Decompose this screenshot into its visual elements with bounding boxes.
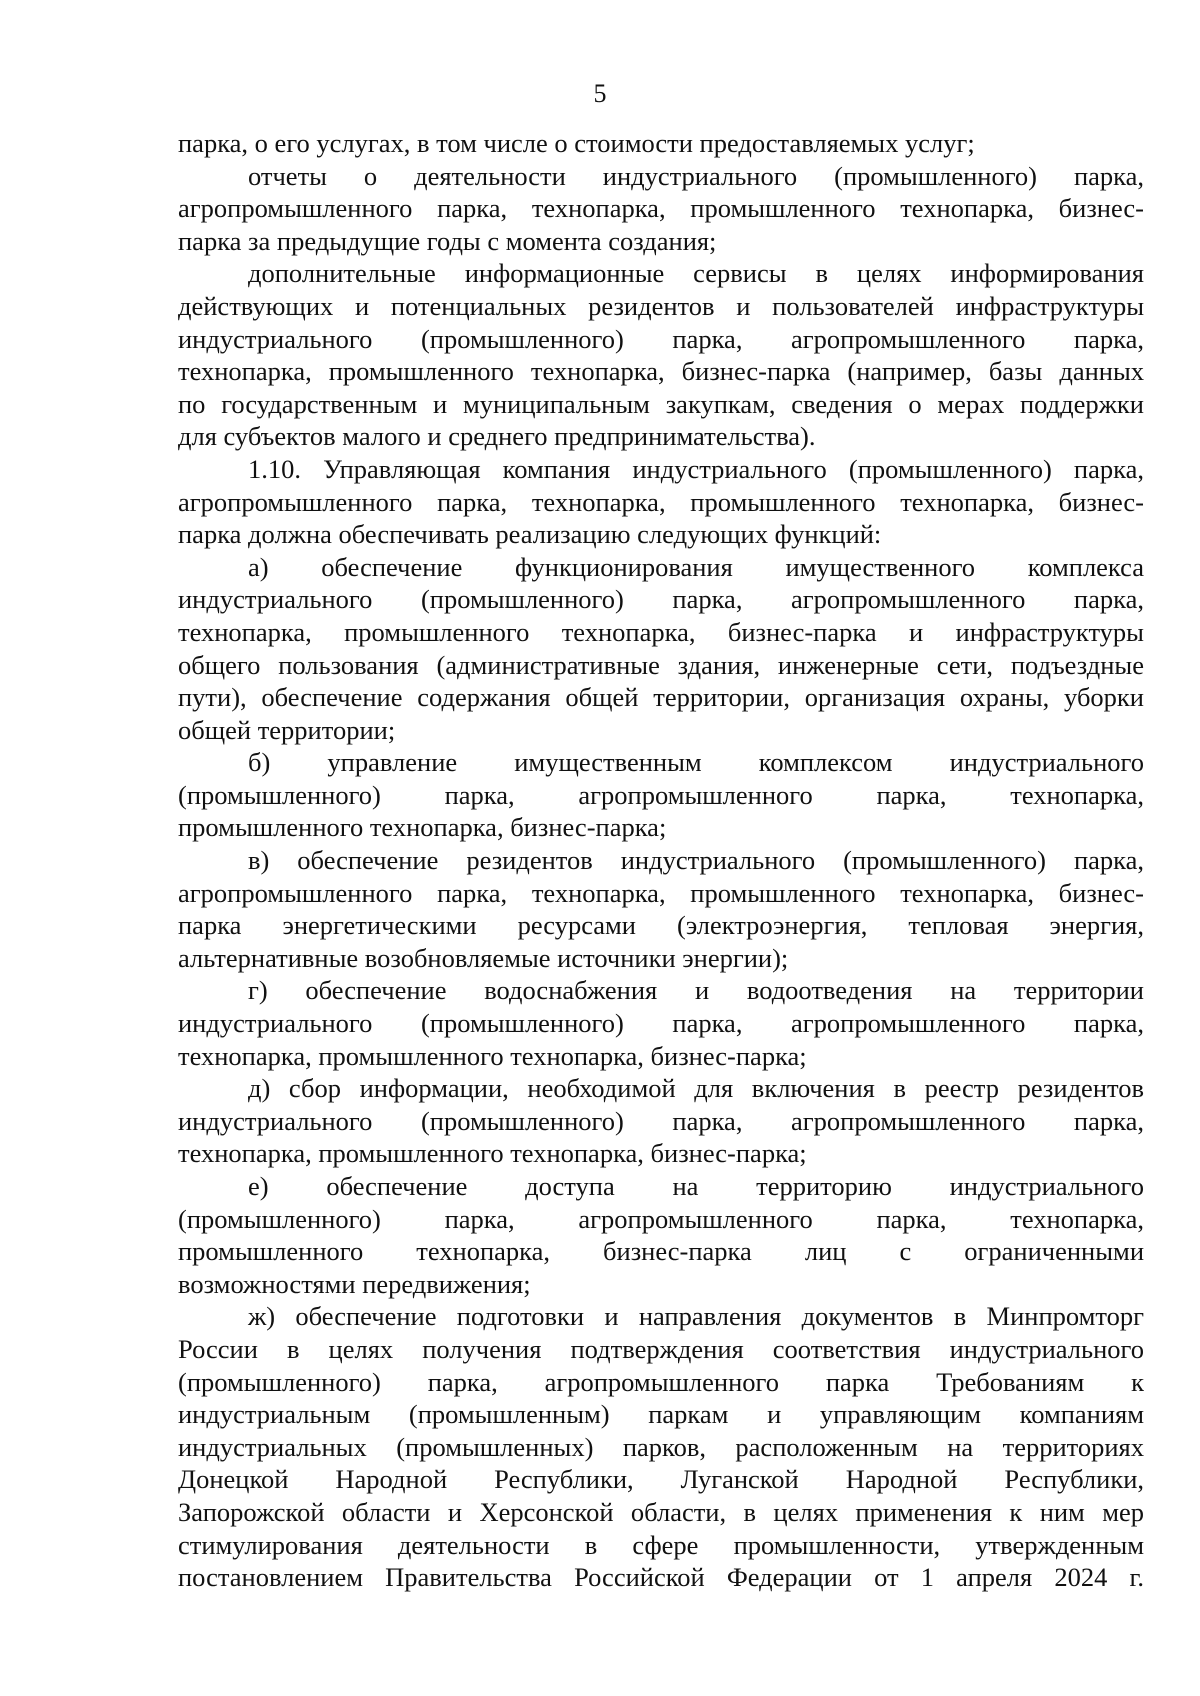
text-line: общего пользования (административные здания, инженерные сети, подъездные (178, 649, 1144, 680)
text-line: индустриального (промышленного) парка, агропромышленного парка, (178, 323, 1144, 354)
text-line: Донецкой Народной Республики, Луганской Народной Республики, (178, 1464, 1144, 1495)
text-line: агропромышленного парка, технопарка, промышленного технопарка, бизнес- (178, 877, 1144, 908)
text-line: пути), обеспечение содержания общей территории, организация охраны, уборки (178, 682, 1144, 713)
text-line: парка энергетическими ресурсами (электроэнергия, тепловая энергия, (178, 910, 1144, 941)
text-line: агропромышленного парка, технопарка, промышленного технопарка, бизнес- (178, 486, 1144, 517)
text-line: парка должна обеспечивать реализацию следующих функций: (178, 519, 882, 550)
text-line: по государственным и муниципальным закупкам, сведения о мерах поддержки (178, 388, 1144, 419)
text-line: действующих и потенциальных резидентов и пользователей инфраструктуры (178, 290, 1144, 321)
document-body (178, 127, 1144, 1594)
text-line: дополнительные информационные сервисы в целях информирования (248, 258, 1144, 289)
text-line: парка за предыдущие годы с момента создания; (178, 225, 717, 256)
text-line: промышленного технопарка, бизнес-парка лиц с ограниченными (178, 1236, 1144, 1267)
text-line: (промышленного) парка, агропромышленного парка Требованиям к (178, 1366, 1144, 1397)
text-line: индустриальным (промышленным) паркам и управляющим компаниям (178, 1399, 1144, 1430)
text-line: индустриального (промышленного) парка, агропромышленного парка, (178, 1105, 1144, 1136)
text-line: а) обеспечение функционирования имущественного комплекса (248, 551, 1144, 582)
text-line: технопарка, промышленного технопарка, бизнес-парка и инфраструктуры (178, 616, 1144, 647)
text-line: для субъектов малого и среднего предпринимательства). (178, 421, 816, 452)
text-line: технопарка, промышленного технопарка, бизнес-парка; (178, 1138, 807, 1169)
text-line: (промышленного) парка, агропромышленного парка, технопарка, (178, 779, 1144, 810)
text-line: технопарка, промышленного технопарка, бизнес-парка; (178, 1040, 807, 1071)
text-line: возможностями передвижения; (178, 1268, 531, 1299)
text-line: парка, о его услугах, в том числе о стоимости предоставляемых услуг; (178, 128, 975, 158)
text-line: альтернативные возобновляемые источники энергии); (178, 942, 789, 973)
text-line: общей территории; (178, 714, 396, 745)
text-line: Запорожской области и Херсонской области, в целях применения к ним мер (178, 1496, 1144, 1527)
text-line: промышленного технопарка, бизнес-парка; (178, 812, 667, 843)
text-line: России в целях получения подтверждения соответствия индустриального (178, 1333, 1144, 1364)
page-number: 5 (593, 79, 607, 108)
text-line: 1.10. Управляющая компания индустриального (промышленного) парка, (248, 453, 1144, 484)
text-line: отчеты о деятельности индустриального (промышленного) парка, (248, 160, 1144, 191)
text-line: е) обеспечение доступа на территорию индустриального (248, 1171, 1144, 1201)
text-line: ж) обеспечение подготовки и направления документов в Минпромторг (248, 1301, 1144, 1332)
text-line: в) обеспечение резидентов индустриального (промышленного) парка, (248, 845, 1144, 876)
text-line: д) сбор информации, необходимой для включения в реестр резидентов (248, 1073, 1144, 1104)
text-line: постановлением Правительства Российской Федерации от 1 апреля 2024 г. (178, 1562, 1144, 1593)
text-line: индустриального (промышленного) парка, агропромышленного парка, (178, 1008, 1144, 1039)
text-line: г) обеспечение водоснабжения и водоотведения на территории (248, 975, 1144, 1006)
text-line: индустриальных (промышленных) парков, расположенным на территориях (178, 1431, 1144, 1462)
text-line: б) управление имущественным комплексом индустриального (248, 747, 1144, 778)
text-line: стимулирования деятельности в сфере промышленности, утвержденным (178, 1529, 1144, 1560)
text-line: агропромышленного парка, технопарка, промышленного технопарка, бизнес- (178, 193, 1144, 224)
text-line: (промышленного) парка, агропромышленного парка, технопарка, (178, 1203, 1144, 1234)
text-line: индустриального (промышленного) парка, агропромышленного парка, (178, 584, 1144, 615)
text-line: технопарка, промышленного технопарка, бизнес-парка (например, базы данных (178, 356, 1144, 387)
